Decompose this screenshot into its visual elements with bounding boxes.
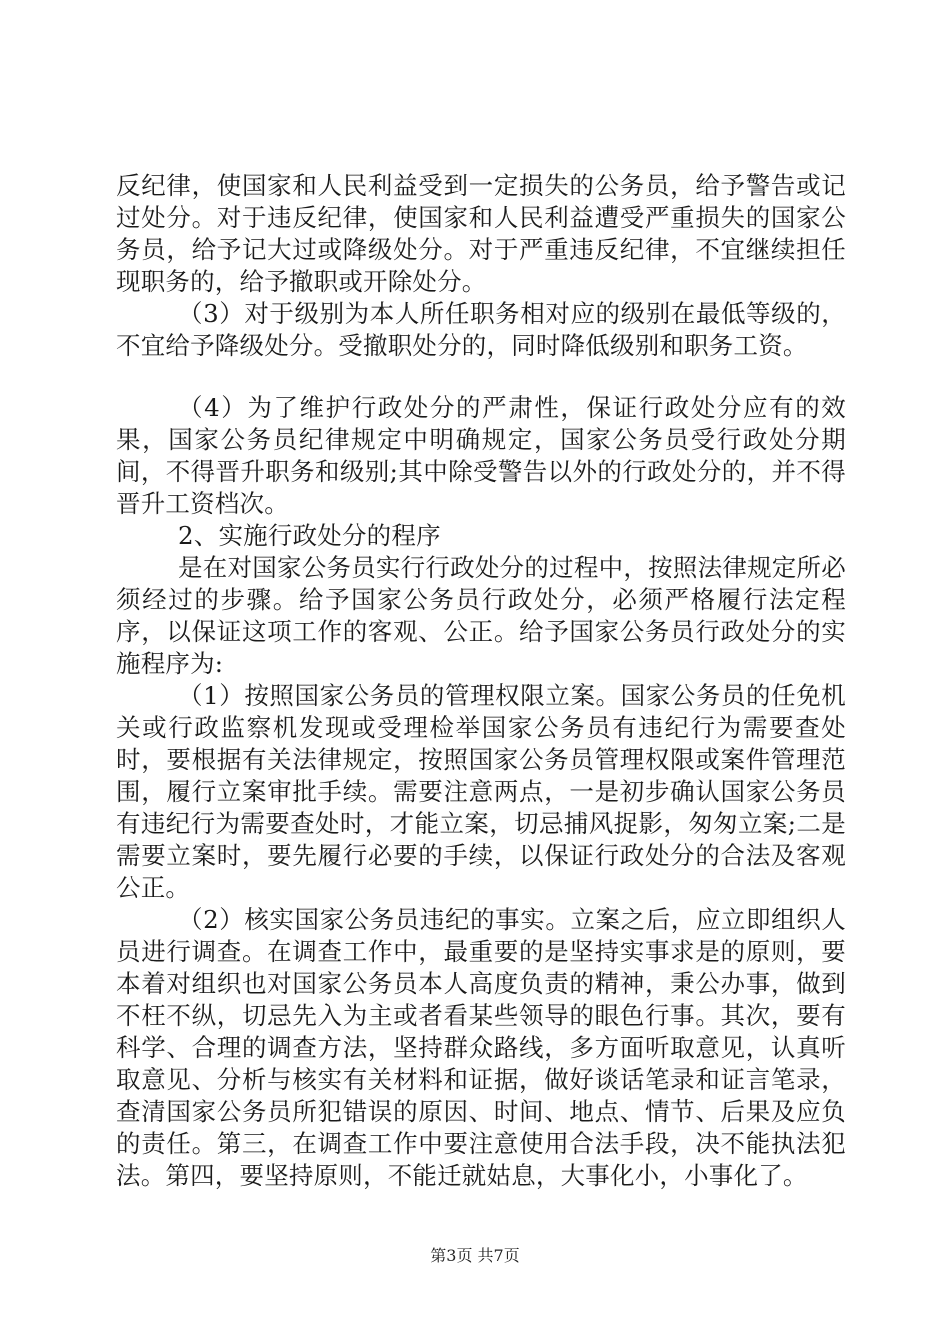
- paragraph-procedure-step-2: （2）核实国家公务员违纪的事实。立案之后，应立即组织人员进行调查。在调查工作中，最重要的是坚持实事求是的原则，要本着对组织也对国家公务员本人高度负责的精神，秉公办事，做到不枉不纵，切忌先入为主或者看某些领导的眼色行事。其次，要有科学、合理的调查方法，坚持群众路线，多方面听取意见，认真听取意见、分析与核实有关材料和证据，做好谈话笔录和证言笔录，查清国家公务员所犯错误的原因、时间、地点、情节、后果及应负的责任。第三，在调查工作中要注意使用合法手段，决不能执法犯法。第四，要坚持原则，不能迁就姑息，大事化小，小事化了。: [116, 905, 846, 1190]
- page-number-footer: 第3页 共7页: [430, 1246, 520, 1265]
- paragraph-discipline-continued: 反纪律，使国家和人民利益受到一定损失的公务员，给予警告或记过处分。对于违反纪律，使国家和人民利益遭受严重损失的国家公务员，给予记大过或降级处分。对于严重违反纪律，不宜继续担任现职务的，给予撤职或开除处分。: [116, 171, 846, 296]
- paragraph-item-3: （3）对于级别为本人所任职务相对应的级别在最低等级的，不宜给予降级处分。受撤职处分的，同时降低级别和职务工资。: [116, 299, 846, 360]
- paragraph-procedure-step-1: （1）按照国家公务员的管理权限立案。国家公务员的任免机关或行政监察机发现或受理检举国家公务员有违纪行为需要查处时，要根据有关法律规定，按照国家公务员管理权限或案件管理范围，履行立案审批手续。需要注意两点，一是初步确认国家公务员有违纪行为需要查处时，才能立案，切忌捕风捉影，匆匆立案;二是需要立案时，要先履行必要的手续，以保证行政处分的合法及客观公正。: [116, 681, 846, 902]
- document-body: [116, 170, 846, 1192]
- paragraph-procedure-intro: 是在对国家公务员实行行政处分的过程中，按照法律规定所必须经过的步骤。给予国家公务员行政处分，必须严格履行法定程序，以保证这项工作的客观、公正。给予国家公务员行政处分的实施程序为:: [116, 553, 846, 678]
- section-heading-procedure: 2、实施行政处分的程序: [178, 521, 441, 550]
- paragraph-item-4: （4）为了维护行政处分的严肃性，保证行政处分应有的效果，国家公务员纪律规定中明确规定，国家公务员受行政处分期间，不得晋升职务和级别;其中除受警告以外的行政处分的，并不得晋升工资档次。: [116, 393, 846, 518]
